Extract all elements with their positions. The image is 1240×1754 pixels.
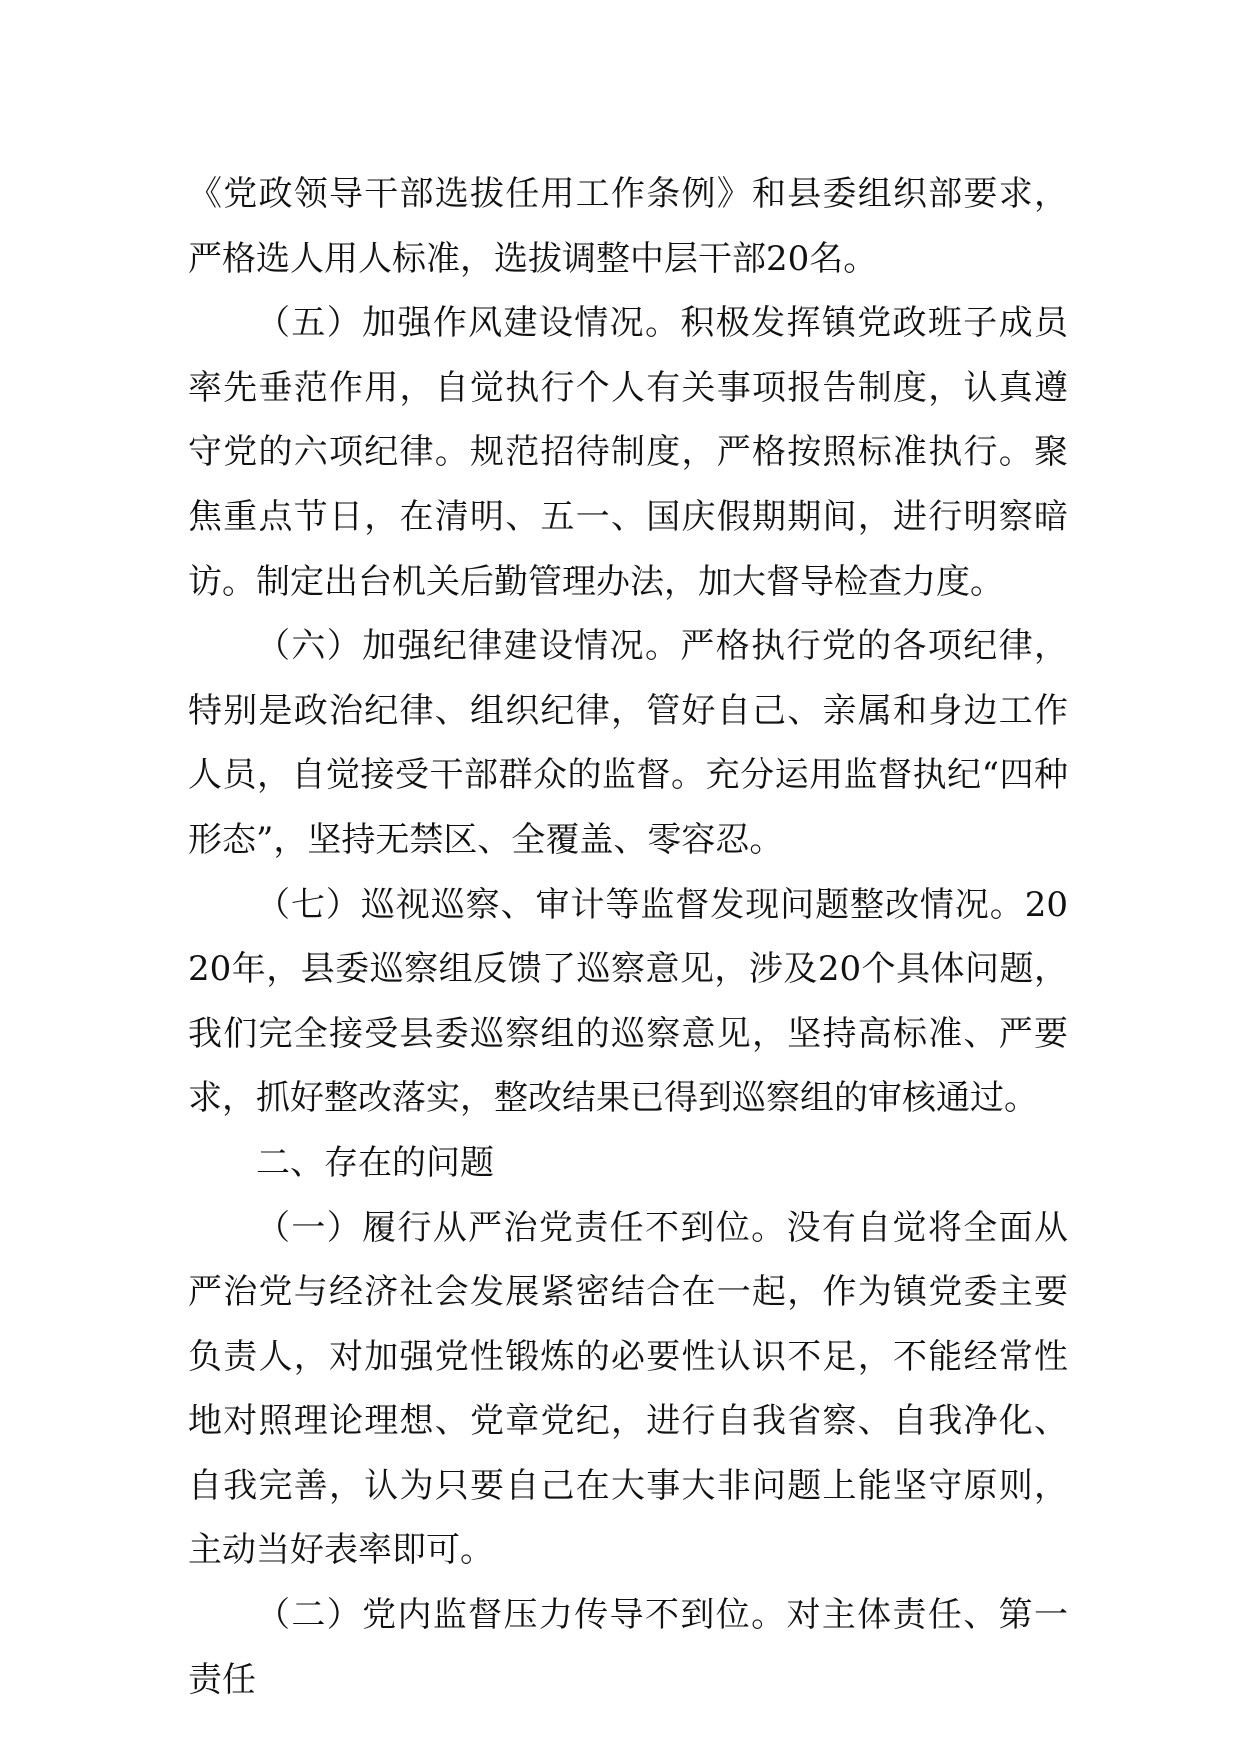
document-body: [188, 162, 1068, 1712]
paragraph-section-6: （六）加强纪律建设情况。严格执行党的各项纪律，特别是政治纪律、组织纪律，管好自己、亲属和身边工作人员，自觉接受干部群众的监督。充分运用监督执纪“四种形态”，坚持无禁区、全覆盖、零容忍。: [188, 626, 1068, 860]
paragraph-section-7: （七）巡视巡察、审计等监督发现问题整改情况。2020年，县委巡察组反馈了巡察意见，涉及20个具体问题，我们完全接受县委巡察组的巡察意见，坚持高标准、严要求，抓好整改落实，整改结果已得到巡察组的审核通过。: [188, 884, 1068, 1119]
heading-existing-problems: 二、存在的问题: [256, 1142, 494, 1183]
paragraph-problem-2: （二）党内监督压力传导不到位。对主体责任、第一责任: [188, 1595, 1068, 1700]
paragraph-section-5: （五）加强作风建设情况。积极发挥镇党政班子成员率先垂范作用，自觉执行个人有关事项报告制度，认真遵守党的六项纪律。规范招待制度，严格按照标准执行。聚焦重点节日，在清明、五一、国庆假期期间，进行明察暗访。制定出台机关后勤管理办法，加大督导检查力度。: [188, 303, 1068, 602]
paragraph-continuation: 《党政领导干部选拔任用工作条例》和县委组织部要求，严格选人用人标准，选拔调整中层干部20名。: [188, 174, 1068, 279]
paragraph-problem-1: （一）履行从严治党责任不到位。没有自觉将全面从严治党与经济社会发展紧密结合在一起，作为镇党委主要负责人，对加强党性锻炼的必要性认识不足，不能经常性地对照理论理想、党章党纪，进行自我省察、自我净化、自我完善，认为只要自己在大事大非问题上能坚守原则，主动当好表率即可。: [188, 1207, 1068, 1571]
